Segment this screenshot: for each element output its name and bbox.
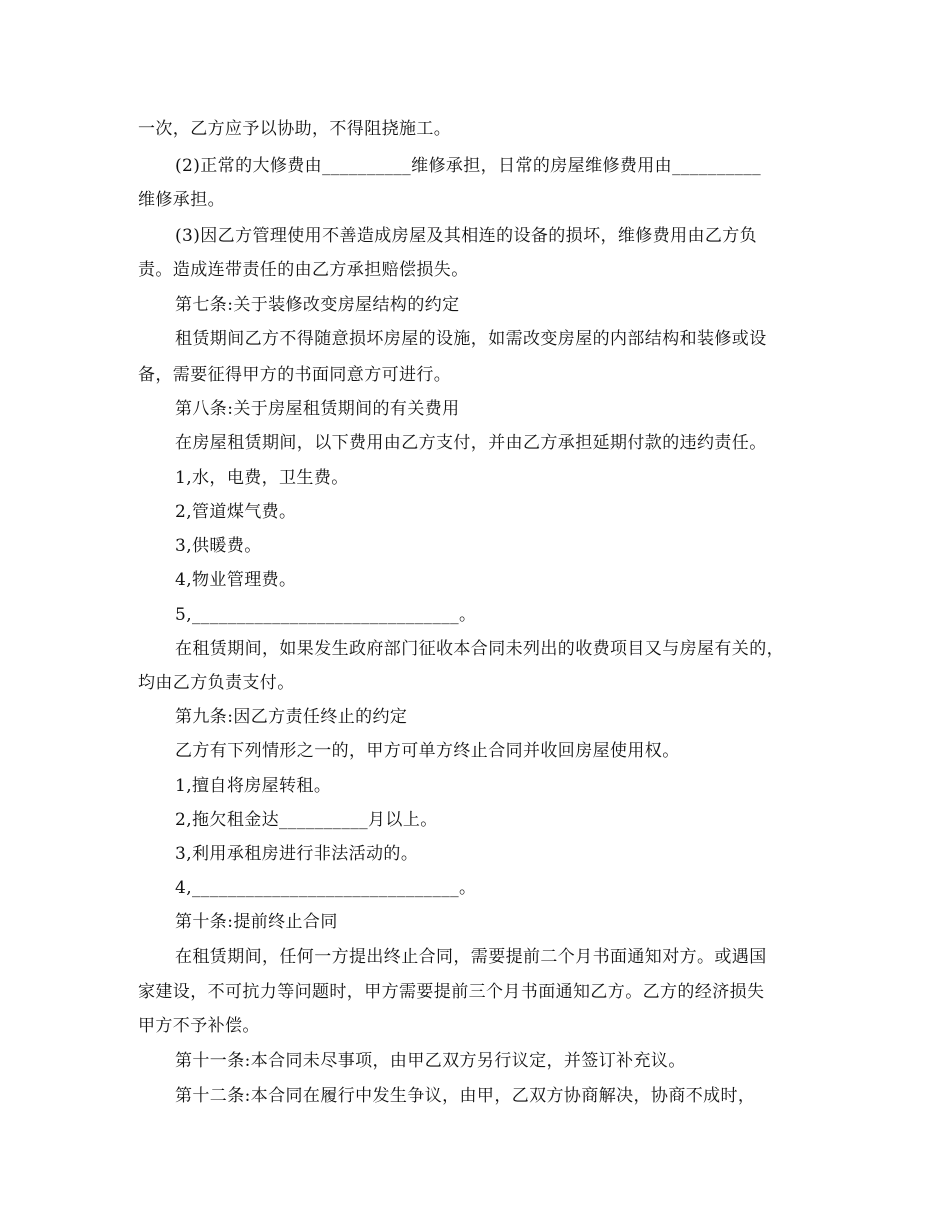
text-line: 责。造成连带责任的由乙方承担赔偿损失。 (138, 260, 469, 280)
list-item: 2,拖欠租金达__________月以上。 (175, 810, 438, 830)
text-line: 租赁期间乙方不得随意损坏房屋的设施，如需改变房屋的内部结构和装修或设 (175, 329, 767, 349)
text-line: 在房屋租赁期间，以下费用由乙方支付，并由乙方承担延期付款的违约责任。 (175, 433, 767, 453)
list-item: 3,利用承租房进行非法活动的。 (175, 844, 419, 864)
section-heading: 第九条:因乙方责任终止的约定 (175, 707, 408, 727)
text-line: 乙方有下列情形之一的，甲方可单方终止合同并收回房屋使用权。 (175, 741, 680, 761)
section-heading: 第八条:关于房屋租赁期间的有关费用 (175, 399, 460, 419)
text-line: 在租赁期间，任何一方提出终止合同，需要提前二个月书面通知对方。或遇国 (175, 947, 767, 967)
list-item: 3,供暖费。 (175, 536, 262, 556)
text-line: 家建设，不可抗力等问题时，甲方需要提前三个月书面通知乙方。乙方的经济损失 (138, 982, 765, 1002)
list-item: 2,管道煤气费。 (175, 502, 297, 522)
text-line: (3)因乙方管理使用不善造成房屋及其相连的设备的损坏，维修费用由乙方负 (175, 226, 758, 246)
section-heading: 第十一条:本合同未尽事项，由甲乙双方另行议定，并签订补充议。 (175, 1051, 686, 1071)
section-heading: 第十二条:本合同在履行中发生争议，由甲，乙双方协商解决，协商不成时， (175, 1086, 756, 1106)
list-item: 1,水，电费，卫生费。 (175, 468, 349, 488)
section-heading: 第十条:提前终止合同 (175, 912, 338, 932)
list-item: 4,______________________________。 (175, 878, 477, 898)
list-item: 5,______________________________。 (175, 605, 477, 625)
text-line: (2)正常的大修费由__________维修承担，日常的房屋维修费用由__________ (175, 156, 762, 176)
list-item: 1,擅自将房屋转租。 (175, 776, 332, 796)
text-line: 在租赁期间，如果发生政府部门征收本合同未列出的收费项目又与房屋有关的， (175, 639, 784, 659)
text-line: 一次，乙方应予以协助，不得阻挠施工。 (138, 119, 452, 139)
text-line: 维修承担。 (138, 190, 225, 210)
list-item: 4,物业管理费。 (175, 570, 297, 590)
text-line: 甲方不予补偿。 (138, 1016, 260, 1036)
section-heading: 第七条:关于装修改变房屋结构的约定 (175, 295, 460, 315)
text-line: 备，需要征得甲方的书面同意方可进行。 (138, 365, 452, 385)
text-line: 均由乙方负责支付。 (138, 673, 295, 693)
